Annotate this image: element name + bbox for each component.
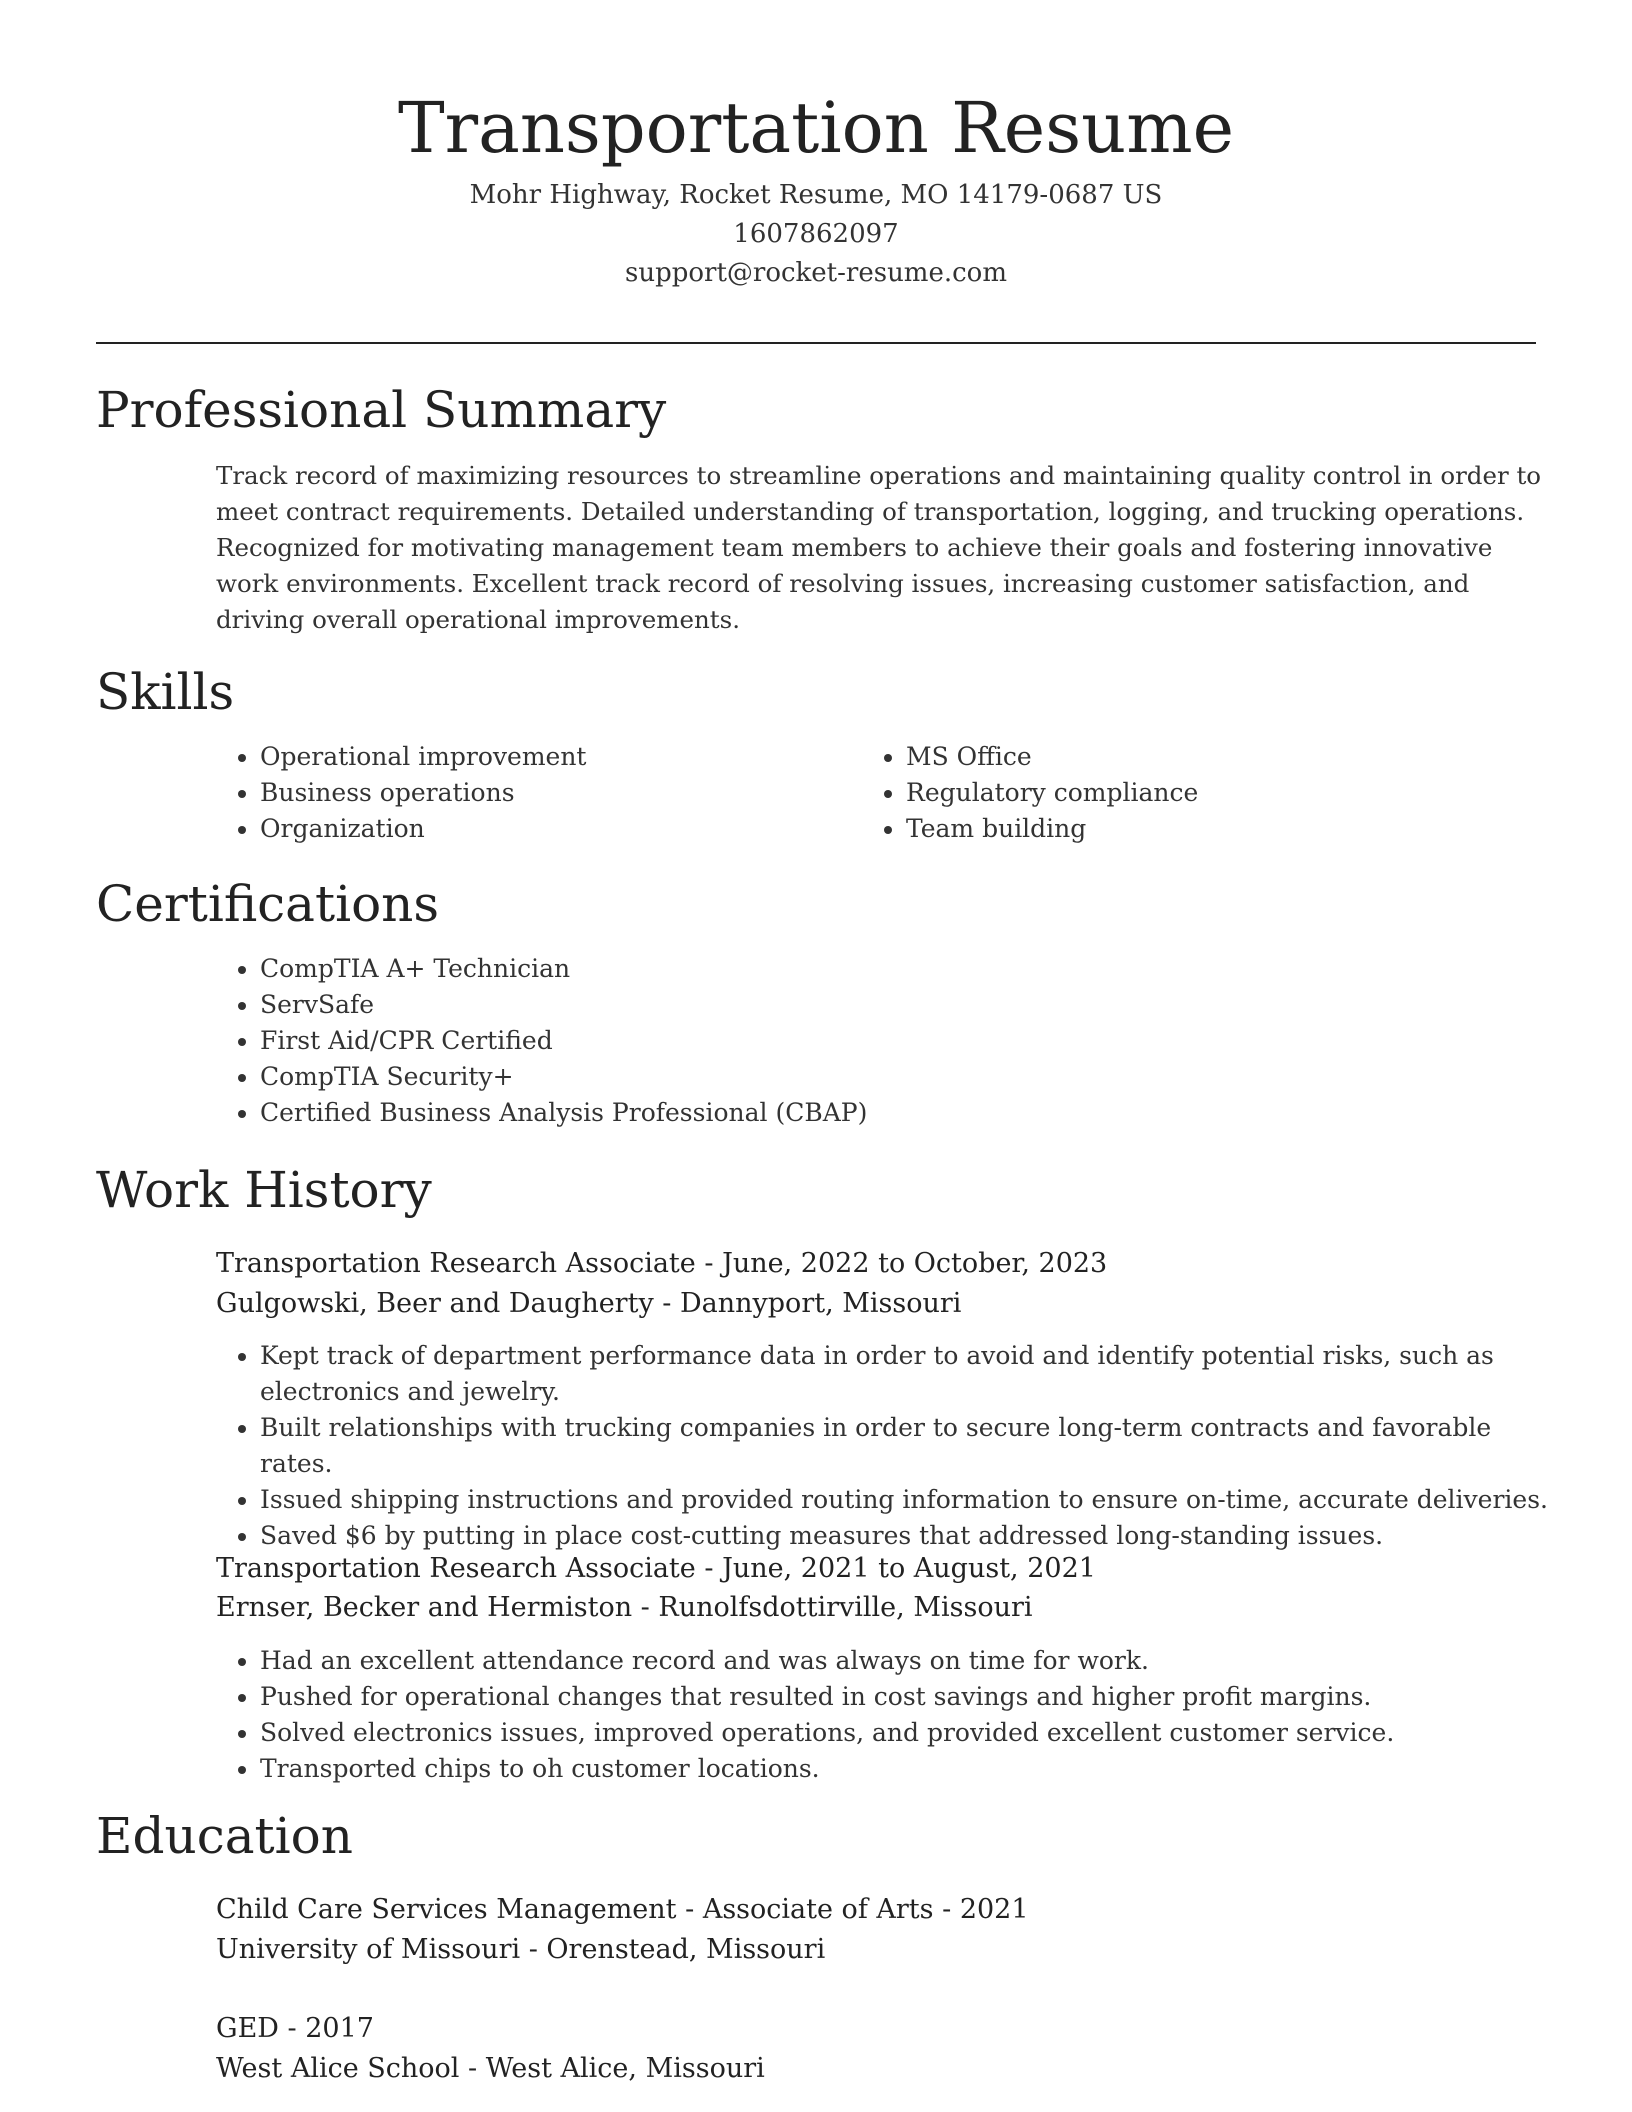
separator: - — [278, 2013, 306, 2044]
contact-address: Mohr Highway, Rocket Resume, MO 14179-0687 US — [469, 180, 1163, 210]
work-heading: Work History — [96, 1161, 432, 1219]
graduation-year: 2017 — [305, 2013, 374, 2044]
resume-header — [0, 80, 1632, 293]
separator: - — [459, 2053, 486, 2084]
school-location: West Alice, Missouri — [485, 2053, 765, 2084]
school-name: West Alice School — [216, 2053, 460, 2084]
job-title: Transportation Research Associate — [216, 1248, 696, 1279]
separator: - — [653, 1288, 680, 1319]
job-2-title-line — [216, 1549, 1096, 1589]
certification-item: • CompTIA A+ Technician — [260, 951, 1560, 987]
job-start-end: June, 2021 to August, 2021 — [722, 1553, 1096, 1584]
skill-item: • Regulatory compliance — [906, 775, 1466, 811]
job-start-end: June, 2022 to October, 2023 — [722, 1248, 1108, 1279]
certification-item: • First Aid/CPR Certified — [260, 1023, 1560, 1059]
company-name: Gulgowski, Beer and Daugherty — [216, 1288, 654, 1319]
header-divider — [96, 342, 1536, 344]
separator: - — [676, 1894, 703, 1925]
certification-item: • ServSafe — [260, 987, 1560, 1023]
separator: - — [632, 1592, 659, 1623]
separator: - — [695, 1248, 723, 1279]
education-2-school-line — [216, 2049, 765, 2089]
separator: - — [520, 1934, 547, 1965]
degree-type: Associate of Arts — [702, 1894, 934, 1925]
skill-item: • MS Office — [906, 739, 1466, 775]
certifications-list — [216, 951, 1560, 1131]
degree-name: Child Care Services Management — [216, 1894, 677, 1925]
education-2-degree-line — [216, 2009, 374, 2049]
education-1-school-line — [216, 1930, 825, 1970]
separator: - — [695, 1553, 723, 1584]
job-location: Dannyport, Missouri — [680, 1288, 962, 1319]
job-bullet: • Issued shipping instructions and provided routing information to ensure on-time, accurate deliveries. — [260, 1482, 1560, 1518]
skill-item: • Organization — [260, 811, 820, 847]
job-2-company-line — [216, 1588, 1033, 1628]
job-bullet: • Had an excellent attendance record and was always on time for work. — [260, 1643, 1560, 1679]
school-name: University of Missouri — [216, 1934, 521, 1965]
job-bullet: • Transported chips to oh customer locations. — [260, 1751, 1560, 1787]
job-bullet: • Built relationships with trucking companies in order to secure long-term contracts and favorable rates. — [260, 1410, 1560, 1482]
job-1-title-line — [216, 1244, 1107, 1284]
graduation-year: 2021 — [959, 1894, 1029, 1925]
skill-item: • Team building — [906, 811, 1466, 847]
contact-email: support@rocket-resume.com — [624, 258, 1007, 288]
skill-item: • Business operations — [260, 775, 820, 811]
job-bullet: • Solved electronics issues, improved operations, and provided excellent customer service. — [260, 1715, 1560, 1751]
resume-title: Transportation Resume — [397, 87, 1235, 169]
summary-text: Track record of maximizing resources to streamline operations and maintaining quality control in order to meet contract requirements. Detailed understanding of transportation, logging, and trucking operations. Recognized for motivating management team members to achieve their goals and fostering innovative work environments. Excellent track record of resolving issues, increasing customer satisfaction, and driving overall operational improvements. — [216, 461, 1542, 634]
certifications-heading: Certifications — [96, 875, 440, 933]
education-heading: Education — [96, 1807, 353, 1865]
school-location: Orenstead, Missouri — [546, 1934, 826, 1965]
job-bullet: • Kept track of department performance data in order to avoid and identify potential risks, such as electronics and jewelry. — [260, 1338, 1560, 1410]
company-name: Ernser, Becker and Hermiston — [216, 1592, 633, 1623]
summary-heading: Professional Summary — [96, 381, 667, 439]
job-2-bullets — [216, 1643, 1560, 1787]
degree-name: GED — [216, 2013, 279, 2044]
skills-heading: Skills — [96, 663, 235, 721]
job-1-company-line — [216, 1284, 961, 1324]
separator: - — [933, 1894, 960, 1925]
job-title: Transportation Research Associate — [216, 1553, 696, 1584]
job-bullet: • Pushed for operational changes that resulted in cost savings and higher profit margins. — [260, 1679, 1560, 1715]
job-location: Runolfsdottirville, Missouri — [658, 1592, 1033, 1623]
education-1-degree-line — [216, 1890, 1029, 1930]
skills-list-right — [862, 739, 1466, 847]
certification-item: • Certified Business Analysis Professional (CBAP) — [260, 1095, 1560, 1131]
certification-item: • CompTIA Security+ — [260, 1059, 1560, 1095]
job-1-bullets — [216, 1338, 1560, 1554]
job-bullet: • Saved $6 by putting in place cost-cutting measures that addressed long-standing issues. — [260, 1518, 1560, 1554]
skill-item: • Operational improvement — [260, 739, 820, 775]
contact-phone: 1607862097 — [733, 219, 899, 249]
skills-list-left — [216, 739, 820, 847]
